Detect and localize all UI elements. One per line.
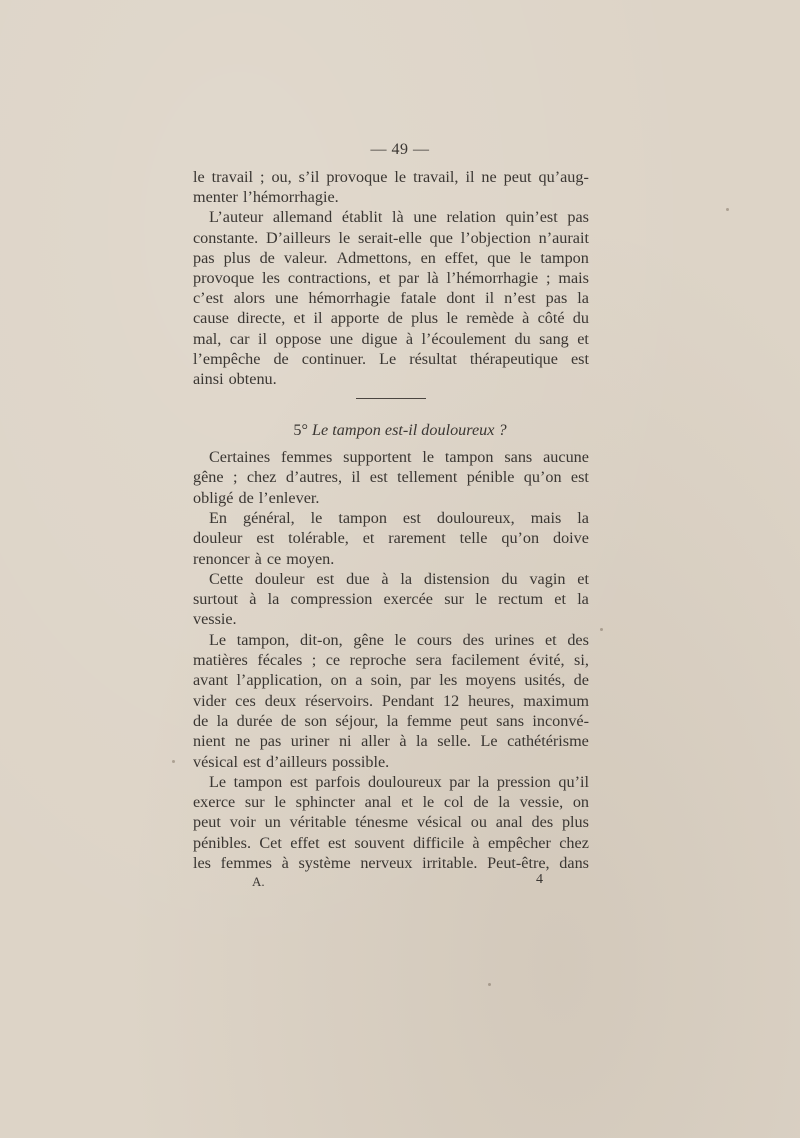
text-line: En général, le tampon est douloureux, mais la — [209, 508, 589, 527]
text-line: ainsi obtenu. — [193, 370, 277, 388]
text-line: Le tampon, dit-on, gêne le cours des urines et des — [209, 630, 589, 649]
text-line: l’empêche de continuer. Le résultat thérapeutique est — [193, 349, 589, 368]
text-line: pas plus de valeur. Admettons, en effet, que le tampon — [193, 248, 589, 267]
section-heading-number: 5° — [293, 421, 308, 439]
paper-speck — [172, 760, 175, 763]
section-divider — [356, 398, 426, 399]
text-line: Certaines femmes supportent le tampon sans aucune — [209, 448, 589, 466]
text-line: douleur est tolérable, et rarement telle qu’on doive — [193, 529, 589, 548]
text-line: nient ne pas uriner ni aller à la selle. Le cathétérisme — [193, 732, 589, 751]
text-line: constante. D’ailleurs le serait-elle que l’objection n’aurait — [193, 228, 589, 247]
text-line: gêne ; chez d’autres, il est tellement pénible qu’on est — [193, 468, 589, 487]
text-line: les femmes à système nerveux irritable. Peut-être, dans — [193, 854, 589, 872]
section-heading-title: Le tampon est-il douloureux ? — [312, 421, 507, 439]
text-line: Cette douleur est due à la distension du vagin et — [209, 569, 589, 588]
text-line: c’est alors une hémorrhagie fatale dont il n’est pas la — [193, 289, 589, 308]
text-line: vessie. — [193, 610, 237, 629]
page-number: — 49 — — [370, 141, 430, 158]
text-line: mal, car il oppose une digue à l’écoulement du sang et — [193, 329, 589, 348]
text-line: peut voir un véritable ténesme vésical ou anal des plus — [193, 813, 589, 832]
text-line: vésical est d’ailleurs possible. — [193, 752, 390, 771]
text-line: Le tampon est parfois douloureux par la pression qu’il — [209, 772, 589, 791]
text-line: L’auteur allemand établit là une relation quin’est pas — [209, 208, 589, 227]
section-heading — [0, 421, 800, 440]
text-line: exerce sur le sphincter anal et le col de la vessie, on — [193, 793, 589, 812]
text-line: pénibles. Cet effet est souvent difficile à empêcher chez — [193, 833, 589, 852]
paper-speck — [726, 208, 729, 211]
text-line: surtout à la compression exercée sur le rectum et la — [193, 590, 589, 609]
text-line: de la durée de son séjour, la femme peut sans inconvé- — [193, 711, 589, 730]
text-line: menter l’hémorrhagie. — [193, 188, 339, 207]
signature-mark-right: 4 — [536, 872, 543, 887]
paper-speck — [488, 983, 491, 986]
text-line: renoncer à ce moyen. — [193, 549, 335, 568]
paper-speck — [600, 628, 603, 631]
signature-mark-left: A. — [252, 874, 265, 889]
text-line: obligé de l’enlever. — [193, 488, 320, 507]
text-line: provoque les contractions, et par là l’hémorrhagie ; mais — [193, 269, 589, 287]
text-line: le travail ; ou, s’il provoque le travail, il ne peut qu’aug- — [193, 168, 589, 186]
text-line: cause directe, et il apporte de plus le remède à côté du — [193, 309, 589, 328]
text-line: avant l’application, on a soin, par les moyens usités, de — [193, 671, 589, 690]
text-line: vider ces deux réservoirs. Pendant 12 heures, maximum — [193, 691, 589, 710]
text-line: matières fécales ; ce reproche sera facilement évité, si, — [193, 651, 589, 669]
